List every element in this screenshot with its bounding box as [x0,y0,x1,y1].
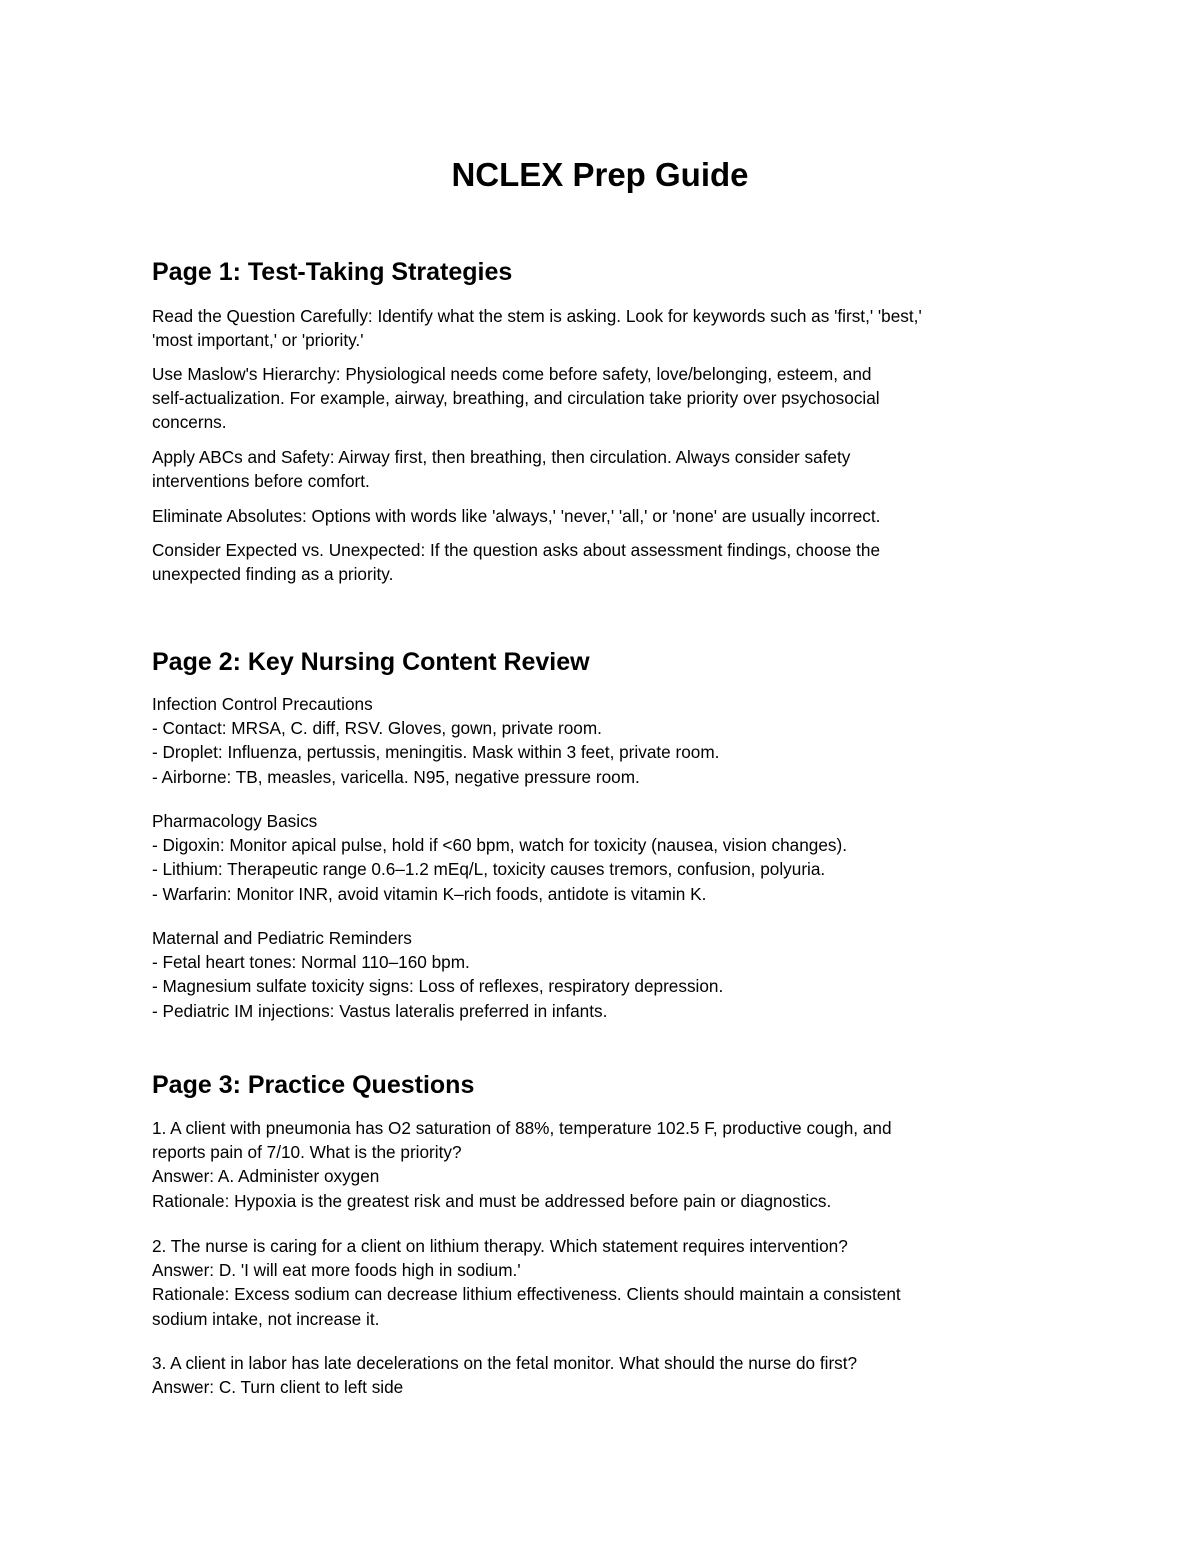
section-heading-key-nursing-content: Page 2: Key Nursing Content Review [152,648,590,676]
document-title: NCLEX Prep Guide [451,156,749,193]
rationale-text: Rationale: Hypoxia is the greatest risk and must be addressed before pain or diagnostics. [152,1190,832,1211]
list-item: - Digoxin: Monitor apical pulse, hold if <60 bpm, watch for toxicity (nausea, vision changes). [152,835,848,856]
group-title: Maternal and Pediatric Reminders [152,928,412,948]
text-line: concerns. [152,412,227,433]
answer-text: Answer: D. 'I will eat more foods high in sodium.' [152,1260,521,1281]
strategy-eliminate-absolutes [152,504,1032,528]
rationale-text: Rationale: Excess sodium can decrease lithium effectiveness. Clients should maintain a consistent [152,1284,901,1305]
list-item: - Magnesium sulfate toxicity signs: Loss of reflexes, respiratory depression. [152,976,724,997]
list-item: - Pediatric IM injections: Vastus lateralis preferred in infants. [152,1000,608,1021]
content-group-maternal-pediatric [152,926,1032,1023]
section-heading-practice-questions: Page 3: Practice Questions [152,1071,475,1099]
strategy-expected-unexpected [152,538,1032,586]
question-text: 3. A client in labor has late decelerations on the fetal monitor. What should the nurse do first? [152,1353,858,1373]
practice-question-3 [152,1351,1032,1399]
section-heading-test-taking-strategies: Page 1: Test-Taking Strategies [152,258,513,286]
text-line: self-actualization. For example, airway, breathing, and circulation take priority over psychosocial [152,388,880,409]
group-title: Infection Control Precautions [152,694,373,714]
text-line: unexpected finding as a priority. [152,564,394,585]
list-item: - Fetal heart tones: Normal 110–160 bpm. [152,952,470,973]
text-line: Apply ABCs and Safety: Airway first, then breathing, then circulation. Always consider safety [152,447,851,467]
content-group-infection-control [152,692,1032,789]
list-item: - Airborne: TB, measles, varicella. N95, negative pressure room. [152,766,640,787]
content-group-pharmacology [152,809,1032,906]
list-item: - Warfarin: Monitor INR, avoid vitamin K–rich foods, antidote is vitamin K. [152,883,707,904]
practice-question-2 [152,1234,1032,1331]
question-text: 1. A client with pneumonia has O2 saturation of 88%, temperature 102.5 F, productive cough, and [152,1118,892,1138]
strategy-maslow [152,362,1032,435]
group-title: Pharmacology Basics [152,811,318,831]
list-item: - Droplet: Influenza, pertussis, meningitis. Mask within 3 feet, private room. [152,742,720,763]
practice-question-1 [152,1116,1032,1213]
question-text: reports pain of 7/10. What is the priority? [152,1142,462,1163]
text-line: Consider Expected vs. Unexpected: If the question asks about assessment findings, choose the [152,540,881,560]
list-item: - Lithium: Therapeutic range 0.6–1.2 mEq/L, toxicity causes tremors, confusion, polyuria. [152,859,826,880]
text-line: Read the Question Carefully: Identify what the stem is asking. Look for keywords such as 'first,' 'best,' [152,306,922,326]
question-text: 2. The nurse is caring for a client on lithium therapy. Which statement requires intervention? [152,1236,848,1256]
answer-text: Answer: A. Administer oxygen [152,1166,380,1187]
strategy-abcs-safety [152,445,1032,493]
text-line: Eliminate Absolutes: Options with words like 'always,' 'never,' 'all,' or 'none' are usually incorrect. [152,506,881,526]
text-line: interventions before comfort. [152,471,370,492]
text-line: 'most important,' or 'priority.' [152,330,364,351]
strategy-read-question [152,304,1032,352]
answer-text: Answer: C. Turn client to left side [152,1377,404,1398]
list-item: - Contact: MRSA, C. diff, RSV. Gloves, gown, private room. [152,718,602,739]
text-line: Use Maslow's Hierarchy: Physiological needs come before safety, love/belonging, esteem, and [152,364,872,384]
rationale-text: sodium intake, not increase it. [152,1308,380,1329]
